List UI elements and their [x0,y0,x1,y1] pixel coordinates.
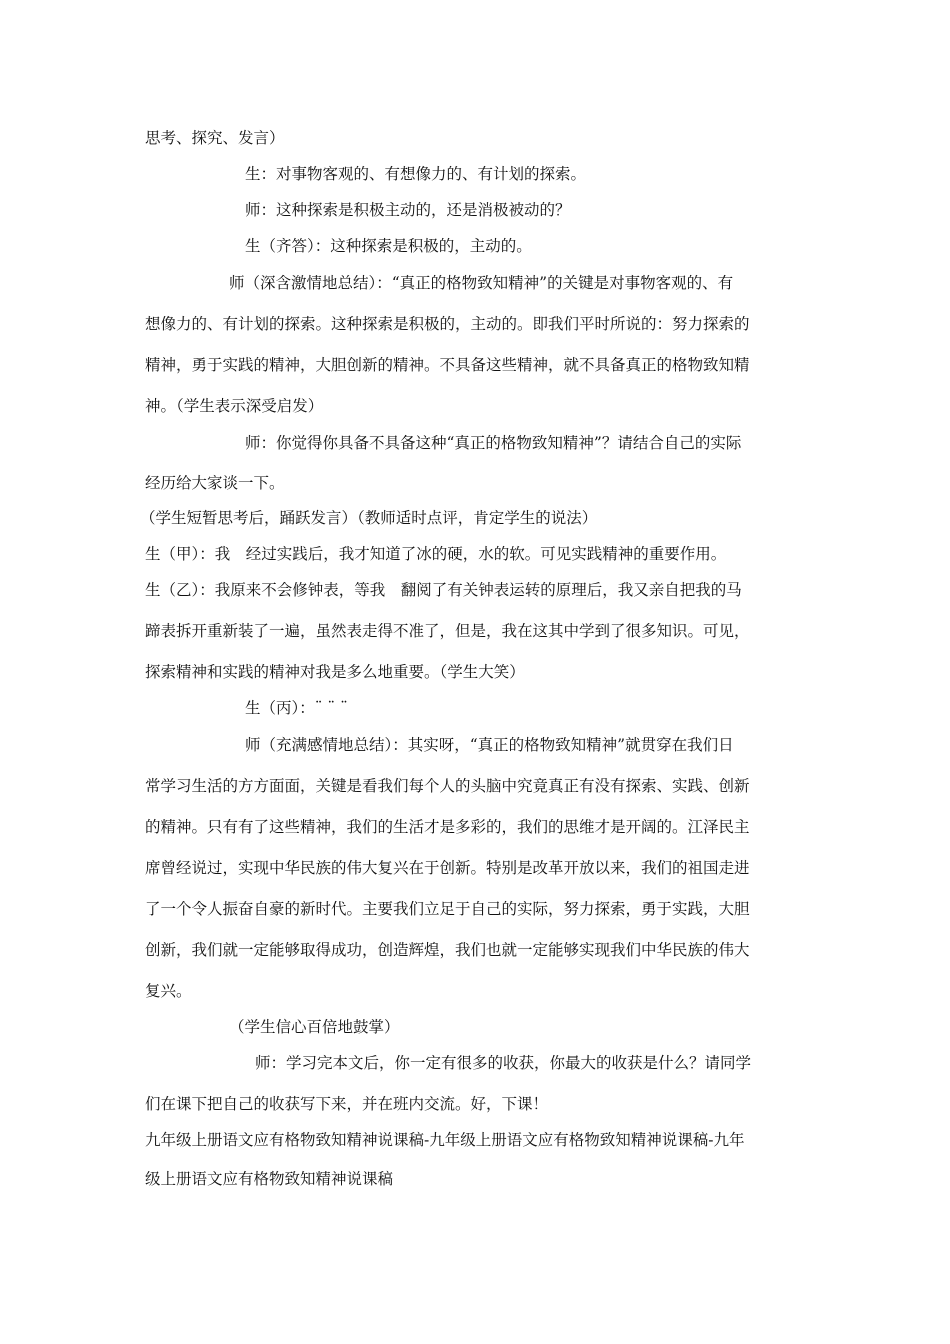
text-line: 师：学习完本文后，你一定有很多的收获，你最大的收获是什么？请同学 [255,1054,752,1072]
text-line: 师（深含激情地总结）：“真正的格物致知精神”的关键是对事物客观的、有 [229,274,734,292]
text-line: 想像力的、有计划的探索。这种探索是积极的，主动的。即我们平时所说的：努力探索的 [145,315,750,333]
text-line: 创新，我们就一定能够取得成功，创造辉煌，我们也就一定能够实现我们中华民族的伟大 [145,941,750,959]
text-line: 师：这种探索是积极主动的，还是消极被动的？ [245,201,571,219]
text-line: 思考、探究、发言） [145,129,285,147]
text-line: 生（丙）：¨ ¨ ¨ [245,699,348,717]
text-line: 了一个令人振奋自豪的新时代。主要我们立足于自己的实际，努力探索，勇于实践，大胆 [145,900,750,918]
text-line: 生（齐答）：这种探索是积极的，主动的。 [245,237,532,255]
text-line: 生（甲）：我 经过实践后，我才知道了冰的硬，水的软。可见实践精神的重要作用。 [145,545,727,563]
text-line: 的精神。只有有了这些精神，我们的生活才是多彩的，我们的思维才是开阔的。江泽民主 [145,818,750,836]
text-line: 神。（学生表示深受启发） [145,397,324,415]
text-line: （学生短暂思考后，踊跃发言）（教师适时点评，肯定学生的说法） [140,509,598,527]
text-line: 师：你觉得你具备不具备这种“真正的格物致知精神”？请结合自己的实际 [245,434,742,452]
text-line: 席曾经说过，实现中华民族的伟大复兴在于创新。特别是改革开放以来，我们的祖国走进 [145,859,750,877]
text-line: 蹄表拆开重新装了一遍，虽然表走得不准了，但是，我在这其中学到了很多知识。可见， [145,622,750,640]
text-line: 复兴。 [145,982,192,1000]
text-line: 生（乙）：我原来不会修钟表，等我 翻阅了有关钟表运转的原理后，我又亲自把我的马 [145,581,742,599]
text-line: 探索精神和实践的精神对我是多么地重要。（学生大笑） [145,663,525,681]
text-line: 九年级上册语文应有格物致知精神说课稿-九年级上册语文应有格物致知精神说课稿-九年 [145,1131,745,1149]
text-line: 们在课下把自己的收获写下来，并在班内交流。好，下课！ [145,1095,549,1113]
text-line: 师（充满感情地总结）：其实呀，“真正的格物致知精神”就贯穿在我们日 [245,736,734,754]
text-line: 精神，勇于实践的精神，大胆创新的精神。不具备这些精神，就不具备真正的格物致知精 [145,356,750,374]
text-line: （学生信心百倍地鼓掌） [229,1018,400,1036]
text-line: 常学习生活的方方面面，关键是看我们每个人的头脑中究竟真正有没有探索、实践、创新 [145,777,750,795]
text-line: 级上册语文应有格物致知精神说课稿 [145,1170,394,1188]
text-line: 经历给大家谈一下。 [145,474,285,492]
text-line: 生：对事物客观的、有想像力的、有计划的探索。 [245,165,587,183]
